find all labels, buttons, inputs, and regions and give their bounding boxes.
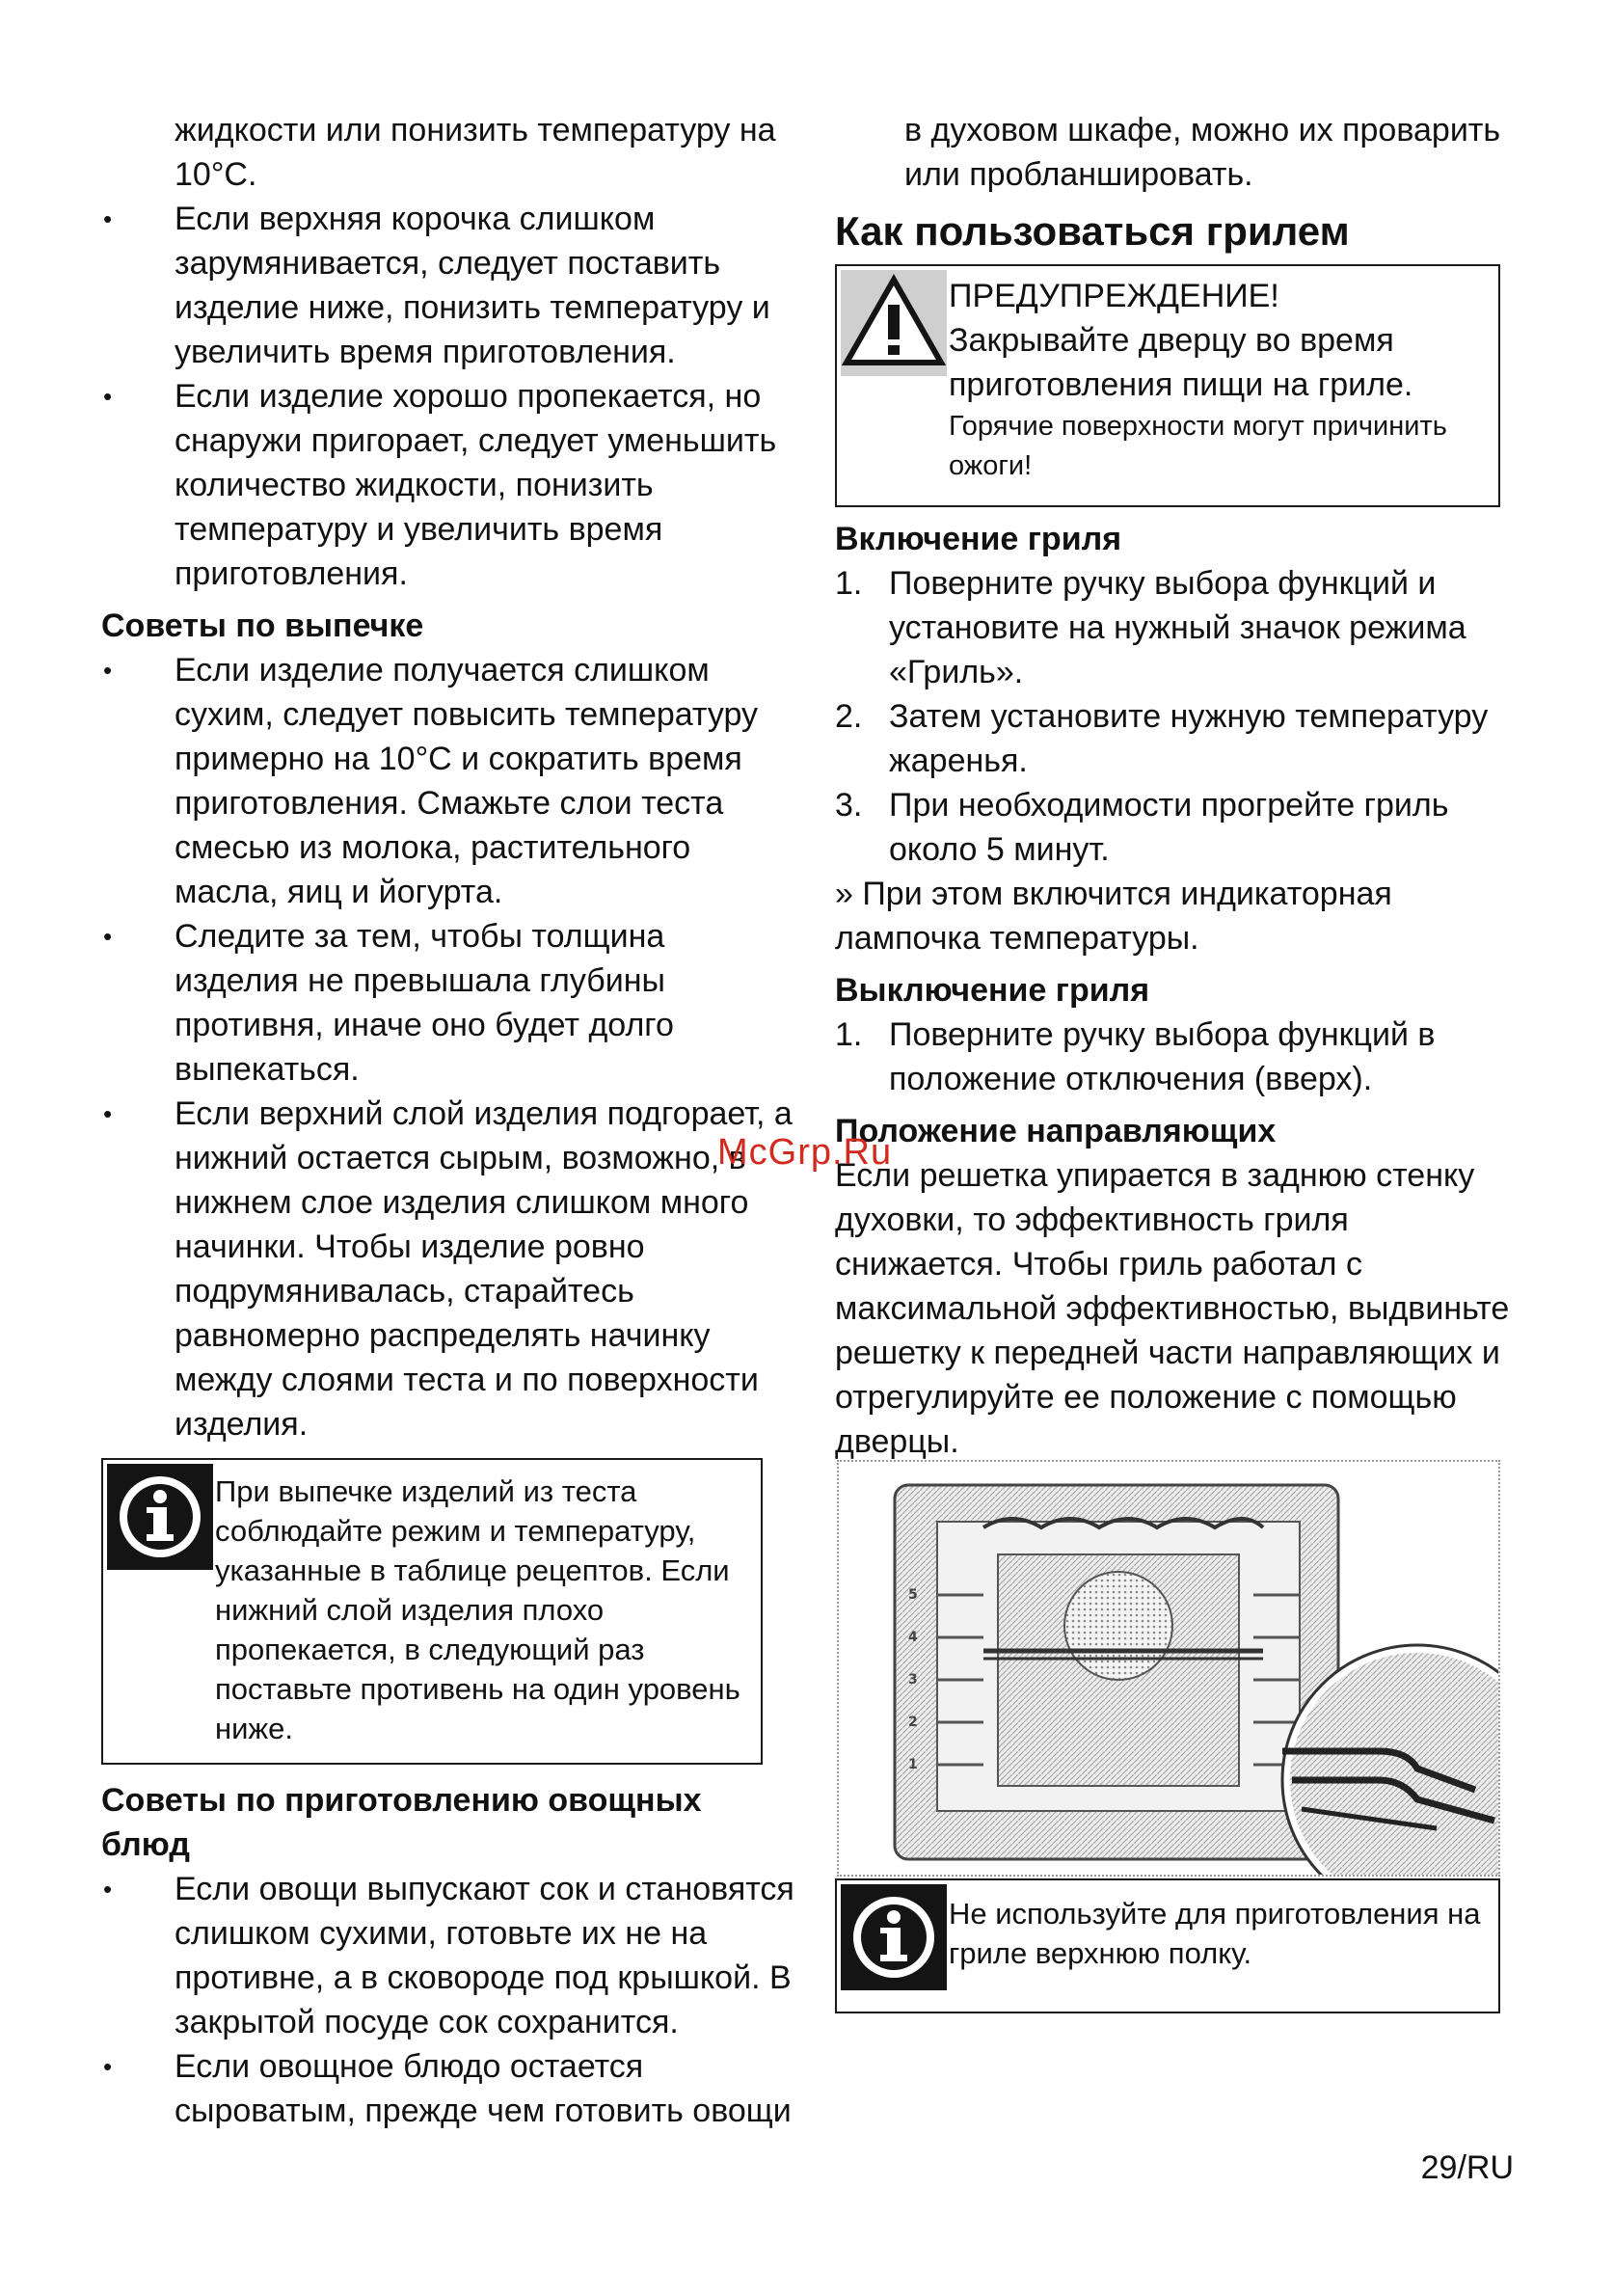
rack-level-label: 3 <box>908 1672 918 1688</box>
step-item: 2. Затем установите нужную температуру жаренья. <box>835 698 1489 779</box>
continued-paragraph: жидкости или понизить температуру на 10°C. <box>175 112 776 193</box>
section-heading-rails: Положение направляющих <box>835 1113 1277 1149</box>
watermark: McGrp.Ru <box>717 1132 893 1173</box>
section-heading-grill-on: Включение гриля <box>835 521 1122 557</box>
rack-level-label: 1 <box>908 1757 918 1772</box>
right-column <box>835 108 1510 1464</box>
bullet-item: • Если верхняя корочка слишком зарумянивается, следует поставить изделие ниже, понизить температуру и увеличить время приготовления. <box>101 197 795 374</box>
warning-subtext: Горячие поверхности могут причинить ожоги! <box>949 411 1447 481</box>
continued-paragraph: в духовом шкафе, можно их проварить или пробланшировать. <box>904 112 1501 193</box>
bullet-item: • Если верхний слой изделия подгорает, а нижний остается сырым, возможно, в нижнем слое изделия слишком много начинки. Чтобы изделие ровно подрумянивалась, старайтесь равномерно распределять начинку между слоями теста и по поверхности изделия. <box>101 1092 795 1446</box>
section-heading-grill-off: Выключение гриля <box>835 972 1150 1009</box>
bullet-item: • Если овощи выпускают сок и становятся слишком сухими, готовьте их не на противне, а в сковороде под крышкой. В закрытой посуде сок сохранится. <box>101 1867 795 2044</box>
oven-illustration <box>837 1460 1500 1877</box>
info-icon <box>107 1464 213 1570</box>
section-heading-vegetables: Советы по приготовлению овощных блюд <box>101 1782 702 1863</box>
step-item: 1. Поверните ручку выбора функций в положение отключения (вверх). <box>835 1016 1436 1097</box>
rack-level-label: 4 <box>908 1630 918 1645</box>
left-column <box>101 108 795 2133</box>
rack-level-label: 5 <box>908 1587 918 1603</box>
warning-icon <box>841 270 947 376</box>
info-note-text: При выпечке изделий из теста соблюдайте режим и температуру, указанные в таблице рецептов. Если нижний слой изделия плохо пропекается, в следующий раз поставьте противень на один уровень ниже. <box>215 1474 740 1745</box>
bullet-item: • Если изделие получается слишком сухим, следует повысить температуру примерно на 10°C и сократить время приготовления. Смажьте слои теста смесью из молока, растительного масла, яиц и йогурта. <box>101 648 795 914</box>
result-text: » При этом включится индикаторная лампочка температуры. <box>835 876 1392 957</box>
step-item: 3. При необходимости прогрейте гриль около 5 минут. <box>835 787 1449 868</box>
warning-title: ПРЕДУПРЕЖДЕНИЕ! <box>949 278 1279 314</box>
bullet-item: • Если изделие хорошо пропекается, но снаружи пригорает, следует уменьшить количество жидкости, понизить температуру и увеличить время приготовления. <box>101 374 795 596</box>
grill-section-title: Как пользоваться грилем <box>835 208 1350 254</box>
warning-text: Закрывайте дверцу во время приготовления пищи на гриле. <box>949 322 1413 403</box>
info-icon <box>841 1884 947 1990</box>
rack-level-label: 2 <box>908 1715 918 1730</box>
info-note-box <box>101 1458 763 1765</box>
section-heading-baking: Советы по выпечке <box>101 608 424 644</box>
info-note-box <box>835 1878 1500 2013</box>
bullet-item: • Следите за тем, чтобы толщина изделия не превышала глубины противня, иначе оно будет долго выпекаться. <box>101 914 795 1092</box>
info-note-text: Не используйте для приготовления на гриле верхнюю полку. <box>949 1897 1481 1970</box>
rails-paragraph: Если решетка упирается в заднюю стенку духовки, то эффективность гриля снижается. Чтобы гриль работал с максимальной эффективностью, выдвиньте решетку к передней части направляющих и отрегулируйте ее положение с помощью дверцы. <box>835 1157 1510 1460</box>
page-number: 29/RU <box>1420 2149 1514 2186</box>
step-item: 1. Поверните ручку выбора функций и установите на нужный значок режима «Гриль». <box>835 565 1466 690</box>
bullet-item: • Если овощное блюдо остается сыроватым, прежде чем готовить овощи <box>101 2044 795 2133</box>
warning-box <box>835 264 1500 507</box>
